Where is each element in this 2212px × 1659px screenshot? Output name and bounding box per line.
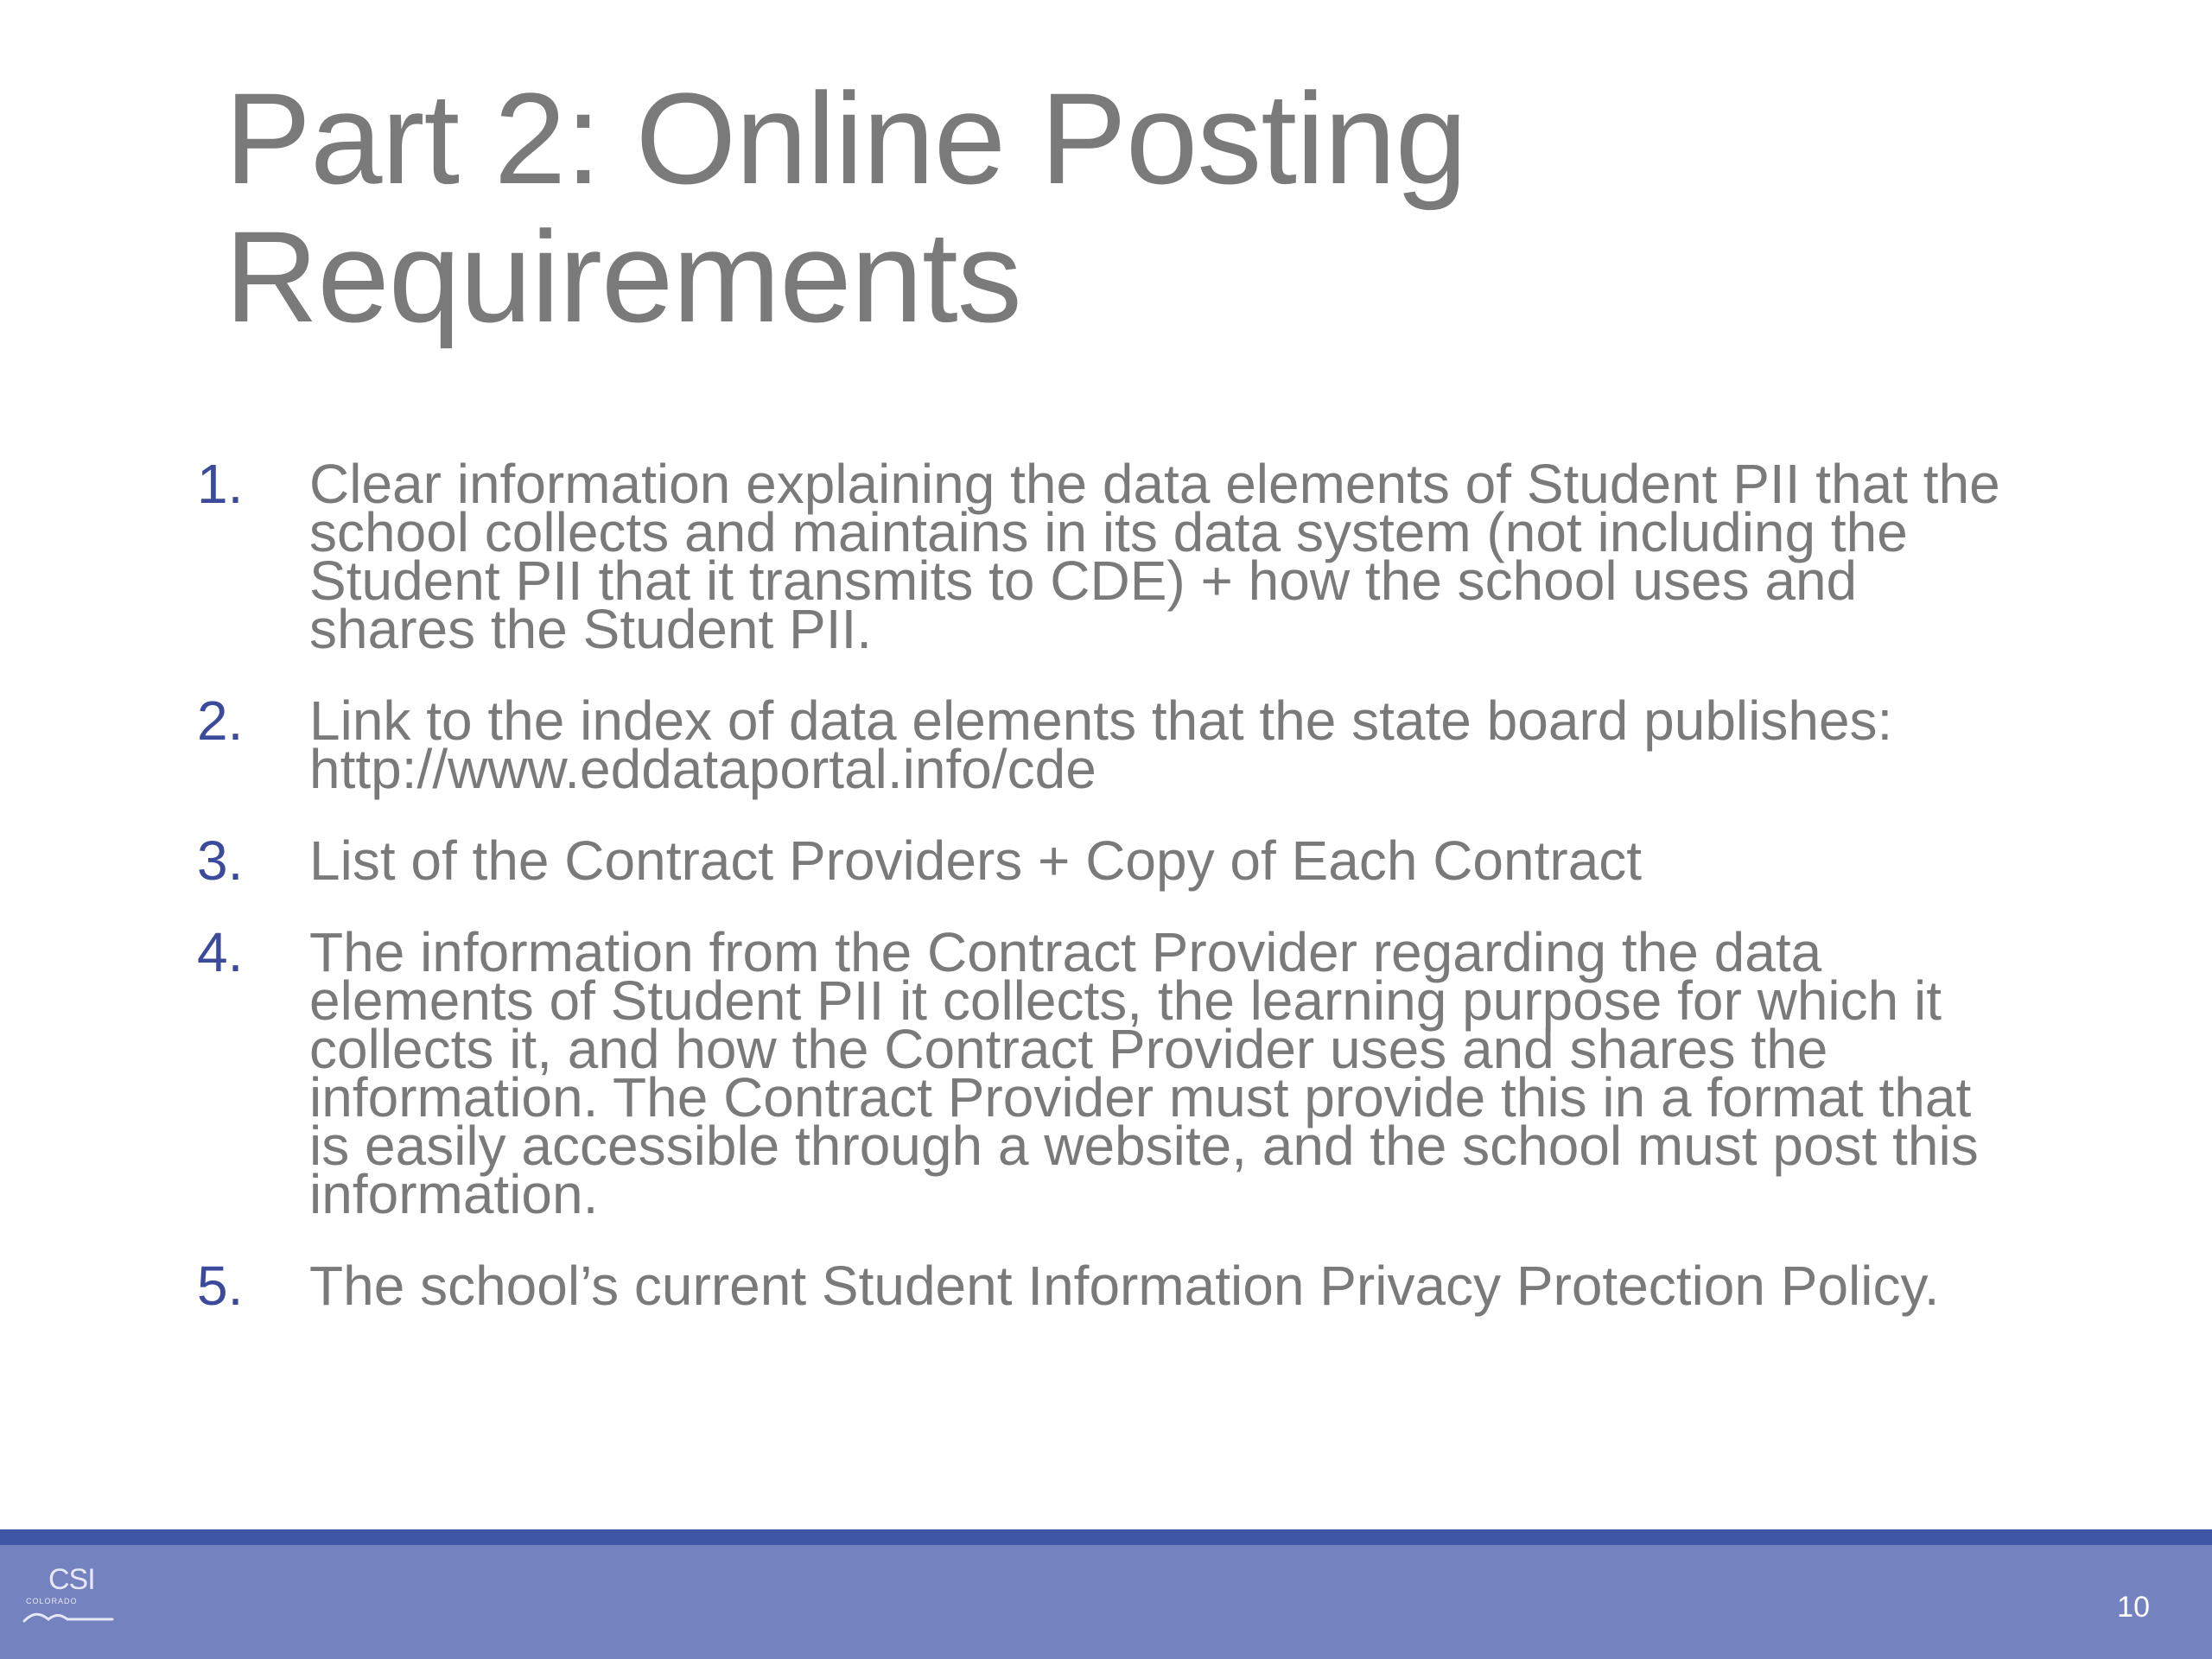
logo-text: CSI	[48, 1563, 95, 1596]
slide-title-line-1: Part 2: Online Posting	[225, 66, 1467, 211]
footer-divider	[0, 1529, 2212, 1545]
list-item-text: The information from the Contract Provider regarding the data elements of Student PII it collects, the learning purpose for which it collects it, and how the Contract Provider uses and shares the information. The Contract Provider must provide this in a format that is easily accessible through a website, and the school must post this information.	[309, 921, 1979, 1225]
list-item-text: List of the Contract Providers + Copy of Each Contract	[309, 830, 1643, 892]
list-item	[197, 453, 2020, 660]
list-item-text: Link to the index of data elements that the state board publishes: http://www.eddataportal.info/cde	[309, 690, 1893, 800]
list-item-number: 1.	[197, 453, 244, 515]
list-item-number: 2.	[197, 690, 244, 752]
page-number: 10	[2117, 1591, 2150, 1624]
slide-title-line-2: Requirements	[225, 204, 1021, 349]
list-item-number: 5.	[197, 1255, 244, 1317]
logo-subtext: COLORADO	[26, 1597, 78, 1605]
footer-band	[0, 1545, 2212, 1659]
list-item-text: Clear information explaining the data elements of Student PII that the school collects and maintains in its data system (not including the Student PII that it transmits to CDE) + how the school uses and shares the Student PII.	[309, 453, 2000, 660]
requirements-list	[197, 453, 2020, 1353]
list-item-number: 4.	[197, 921, 244, 983]
csi-logo	[22, 1564, 118, 1633]
list-item	[197, 921, 2020, 1225]
list-item-text: The school’s current Student Information Privacy Protection Policy.	[309, 1255, 1940, 1317]
list-item	[197, 830, 2020, 892]
list-item-number: 3.	[197, 830, 244, 892]
mountain-logo-icon	[22, 1605, 118, 1626]
slide-title	[225, 66, 2039, 349]
list-item	[197, 690, 2020, 800]
list-item	[197, 1255, 2020, 1317]
